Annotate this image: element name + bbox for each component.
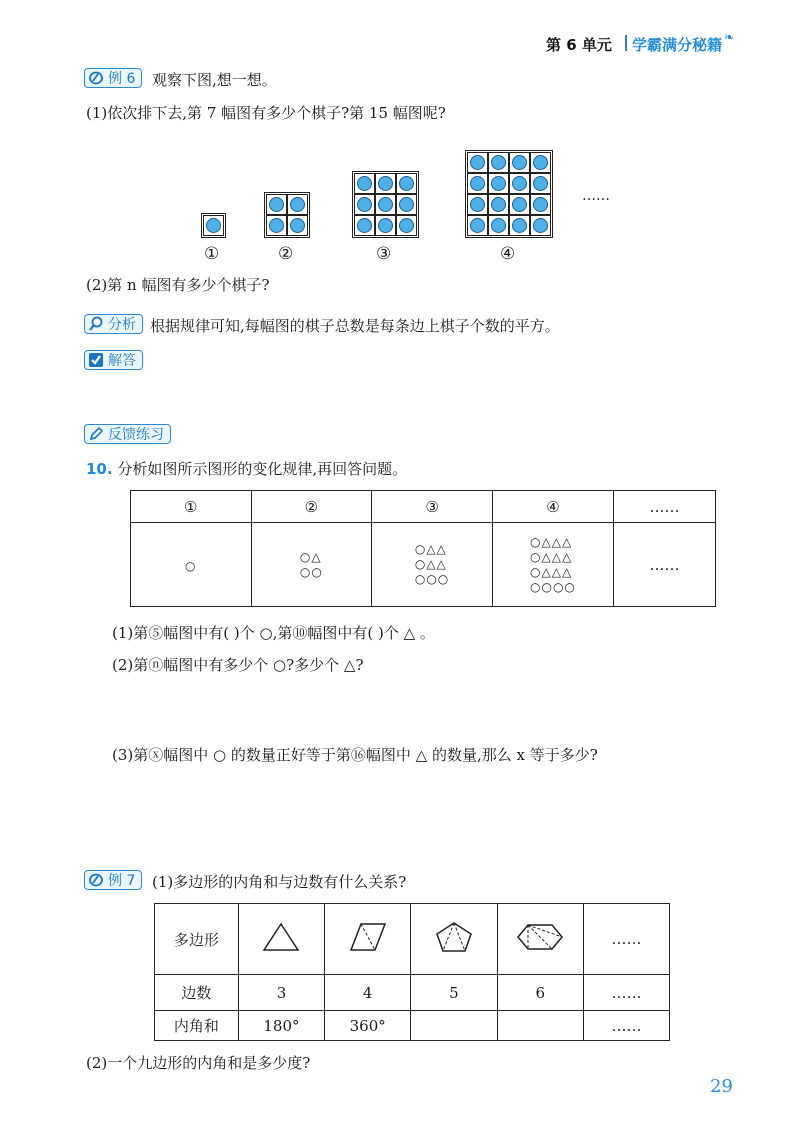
checkmark-icon	[87, 352, 105, 368]
figure-label: ③	[376, 244, 392, 264]
pattern-line: ○△△	[414, 557, 447, 571]
analysis-text: 根据规律可知,每幅图的棋子总数是每条边上棋子个数的平方。	[150, 317, 560, 335]
chess-cell	[467, 194, 488, 215]
pattern-header: ③	[372, 491, 493, 523]
chess-cell	[203, 215, 224, 236]
pentagon-icon	[411, 904, 497, 975]
feedback-tag-label: 反馈练习	[108, 427, 164, 443]
chess-piece	[290, 218, 305, 233]
figure-label: ①	[204, 244, 220, 264]
chess-cell	[488, 173, 509, 194]
triangle-icon	[238, 904, 324, 975]
chess-cell	[396, 173, 417, 194]
pattern-cell-ellipsis: ……	[613, 523, 715, 607]
example6-question-2: (2)第 n 幅图有多少个棋子?	[86, 276, 270, 294]
chess-figure-1	[201, 213, 226, 238]
chess-piece	[399, 197, 414, 212]
chess-piece	[378, 176, 393, 191]
angle-sum-value: ……	[583, 1011, 669, 1041]
pattern-line: ○△△△	[530, 564, 573, 579]
chess-cell	[266, 215, 287, 236]
chess-piece	[378, 218, 393, 233]
chess-piece	[533, 197, 548, 212]
chess-cell	[354, 173, 375, 194]
chess-cell	[354, 194, 375, 215]
chess-cell	[530, 173, 551, 194]
example6-tag-label: 例 6	[108, 71, 136, 87]
answer-tag-label: 解答	[108, 353, 136, 369]
row-label-angle-sum: 内角和	[155, 1011, 239, 1041]
chess-cell	[509, 152, 530, 173]
chess-piece	[357, 218, 372, 233]
chess-piece	[533, 176, 548, 191]
row-label-sides: 边数	[155, 975, 239, 1011]
chess-piece	[206, 218, 221, 233]
figure-label: ④	[500, 244, 516, 264]
header-divider	[625, 35, 627, 51]
chess-cell	[488, 152, 509, 173]
pattern-header: ④	[492, 491, 613, 523]
pattern-header: ②	[251, 491, 372, 523]
chess-cell	[287, 215, 308, 236]
chess-figure-4	[465, 150, 553, 238]
chess-cell	[354, 215, 375, 236]
chess-piece	[491, 218, 506, 233]
sides-value: 4	[325, 975, 411, 1011]
sub-question-2: (2)第ⓝ幅图中有多少个 ○?多少个 △?	[112, 656, 364, 674]
magnifier-icon	[87, 316, 105, 332]
pencil-icon	[87, 426, 105, 442]
chess-cell	[266, 194, 287, 215]
row-label-polygon: 多边形	[155, 904, 239, 975]
pattern-line: ○△△△	[530, 534, 573, 549]
figures-ellipsis: ……	[582, 188, 610, 204]
chess-piece	[290, 197, 305, 212]
chess-piece	[470, 197, 485, 212]
unit-label: 第 6 单元	[546, 36, 612, 54]
clip-icon	[87, 70, 105, 86]
pattern-line: ○△△△	[530, 549, 573, 564]
angle-sum-value: 180°	[238, 1011, 324, 1041]
sides-value: ……	[583, 975, 669, 1011]
pattern-line: ○○○	[414, 572, 450, 586]
sides-value: 5	[411, 975, 497, 1011]
figure-label: ②	[278, 244, 294, 264]
chess-piece	[512, 218, 527, 233]
sub-question-3: (3)第ⓧ幅图中 ○ 的数量正好等于第⑯幅图中 △ 的数量,那么 x 等于多少?	[112, 746, 598, 764]
example7-tag	[84, 870, 142, 892]
chess-cell	[530, 194, 551, 215]
pattern-cell-4	[492, 523, 613, 607]
feedback-tag	[84, 424, 171, 446]
chess-piece	[512, 155, 527, 170]
chess-piece	[357, 176, 372, 191]
chess-cell	[396, 215, 417, 236]
angle-sum-value	[411, 1011, 497, 1041]
pattern-line: ○○	[299, 564, 323, 579]
chess-figure-2	[264, 192, 310, 238]
chess-piece	[470, 155, 485, 170]
chess-piece	[491, 155, 506, 170]
chess-cell	[488, 194, 509, 215]
angle-sum-value: 360°	[325, 1011, 411, 1041]
example6-question-1: (1)依次排下去,第 7 幅图有多少个棋子?第 15 幅图呢?	[86, 104, 446, 122]
pattern-cell-2	[251, 523, 372, 607]
sides-value: 3	[238, 975, 324, 1011]
chess-piece	[491, 197, 506, 212]
chess-cell	[396, 194, 417, 215]
chess-cell	[375, 194, 396, 215]
polygon-table	[154, 903, 670, 1041]
question-10-text: 分析如图所示图形的变化规律,再回答问题。	[117, 460, 408, 478]
chess-cell	[467, 215, 488, 236]
chess-piece	[512, 176, 527, 191]
sub-question-1: (1)第⑤幅图中有( )个 ○,第⑩幅图中有( )个 △ 。	[112, 624, 435, 642]
example6-tag	[84, 68, 142, 90]
chess-cell	[287, 194, 308, 215]
chess-piece	[470, 176, 485, 191]
chess-piece	[269, 197, 284, 212]
chess-cell	[509, 215, 530, 236]
parallelogram-icon	[325, 904, 411, 975]
shape-ellipsis: ……	[583, 904, 669, 975]
hexagon-icon	[497, 904, 583, 975]
example7-question-1: (1)多边形的内角和与边数有什么关系?	[152, 873, 407, 891]
pattern-table	[130, 490, 716, 607]
pattern-line: ○△	[299, 549, 322, 564]
chess-cell	[530, 152, 551, 173]
analysis-tag-label: 分析	[108, 317, 136, 333]
chess-piece	[533, 155, 548, 170]
page-number: 29	[710, 1076, 733, 1097]
chess-cell	[467, 173, 488, 194]
chess-piece	[378, 197, 393, 212]
question-10-number: 10.	[86, 460, 113, 478]
pattern-line: ○○○○	[530, 579, 576, 594]
chess-piece	[491, 176, 506, 191]
chess-cell	[509, 194, 530, 215]
chess-cell	[375, 215, 396, 236]
chess-piece	[470, 218, 485, 233]
sides-value: 6	[497, 975, 583, 1011]
leaf-icon: ❧	[724, 30, 735, 44]
pattern-line: ○△△	[414, 542, 447, 556]
example7-tag-label: 例 7	[108, 873, 136, 889]
chess-cell	[530, 215, 551, 236]
chess-piece	[512, 197, 527, 212]
example6-intro: 观察下图,想一想。	[152, 71, 277, 89]
chess-piece	[357, 197, 372, 212]
example7-question-2: (2)一个九边形的内角和是多少度?	[86, 1054, 311, 1072]
chess-cell	[375, 173, 396, 194]
chess-piece	[399, 176, 414, 191]
chess-piece	[399, 218, 414, 233]
pattern-header: ①	[131, 491, 252, 523]
pattern-cell-1	[131, 523, 252, 607]
brand-title: 学霸满分秘籍	[632, 36, 723, 54]
chess-figure-3	[352, 171, 419, 238]
chess-piece	[533, 218, 548, 233]
answer-tag	[84, 350, 143, 372]
pattern-cell-3	[372, 523, 493, 607]
chess-piece	[269, 218, 284, 233]
analysis-tag	[84, 314, 143, 336]
pattern-header: ……	[613, 491, 715, 523]
pattern-line: ○	[185, 558, 197, 573]
chess-cell	[488, 215, 509, 236]
chess-cell	[467, 152, 488, 173]
chess-cell	[509, 173, 530, 194]
angle-sum-value	[497, 1011, 583, 1041]
clip-icon	[87, 872, 105, 888]
